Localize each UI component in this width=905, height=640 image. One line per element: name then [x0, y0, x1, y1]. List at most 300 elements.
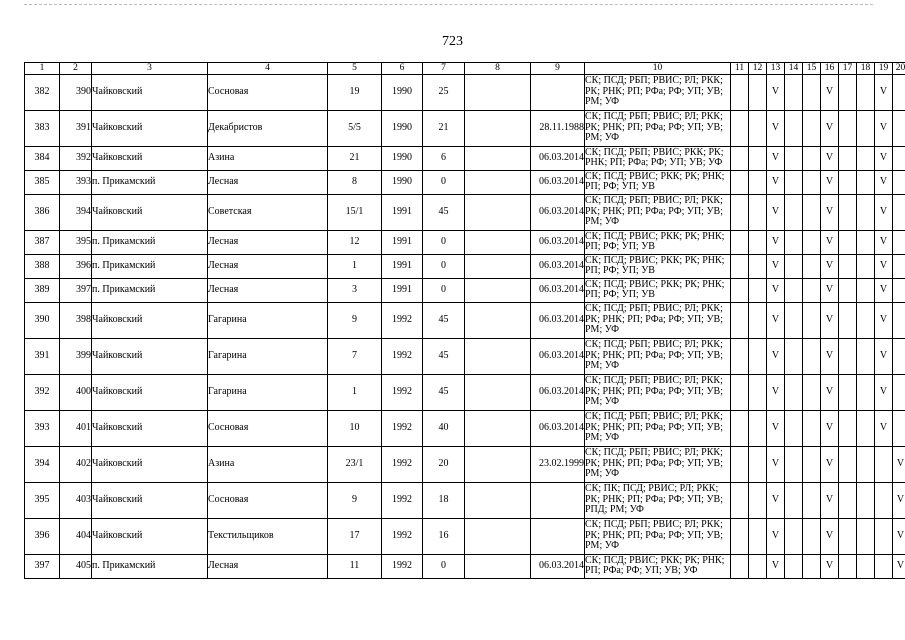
- year-cell: 1990: [382, 170, 423, 194]
- column-header-4: 4: [208, 63, 328, 75]
- flag-cell-12: [749, 170, 767, 194]
- street-cell: Лесная: [208, 278, 328, 302]
- flag-cell-14: [785, 518, 803, 554]
- flag-cell-17: [839, 194, 857, 230]
- work-codes-cell: СК; ПСД; РБП; РВИС; РЛ; РКК; РК; РНК; РП; РФа; РФ; УП; УВ; РМ; УФ: [585, 302, 731, 338]
- value-7-cell: 45: [423, 194, 465, 230]
- year-cell: 1991: [382, 254, 423, 278]
- flag-cell-12: [749, 518, 767, 554]
- value-7-cell: 40: [423, 410, 465, 446]
- house-number-cell: 19: [328, 74, 382, 110]
- column-header-12: 12: [749, 63, 767, 75]
- column-header-8: 8: [465, 63, 531, 75]
- object-number-cell: 391: [60, 110, 92, 146]
- flag-cell-16: V: [821, 230, 839, 254]
- flag-cell-13: V: [767, 410, 785, 446]
- flag-cell-20: [893, 338, 905, 374]
- flag-cell-15: [803, 194, 821, 230]
- row-number-cell: 394: [25, 446, 60, 482]
- flag-cell-18: [857, 170, 875, 194]
- flag-cell-13: V: [767, 110, 785, 146]
- year-cell: 1992: [382, 410, 423, 446]
- settlement-cell: Чайковский: [92, 194, 208, 230]
- column-header-2: 2: [60, 63, 92, 75]
- object-number-cell: 393: [60, 170, 92, 194]
- flag-cell-14: [785, 374, 803, 410]
- flag-cell-15: [803, 302, 821, 338]
- flag-cell-20: V: [893, 446, 905, 482]
- flag-cell-19: V: [875, 74, 893, 110]
- column-header-5: 5: [328, 63, 382, 75]
- flag-cell-15: [803, 410, 821, 446]
- flag-cell-19: V: [875, 410, 893, 446]
- date-cell: 23.02.1999: [531, 446, 585, 482]
- flag-cell-19: [875, 446, 893, 482]
- flag-cell-11: [731, 482, 749, 518]
- value-8-cell: [465, 518, 531, 554]
- date-cell: [531, 482, 585, 518]
- row-number-cell: 384: [25, 146, 60, 170]
- object-number-cell: 395: [60, 230, 92, 254]
- flag-cell-19: V: [875, 278, 893, 302]
- house-number-cell: 7: [328, 338, 382, 374]
- table-row: [25, 446, 905, 482]
- flag-cell-12: [749, 338, 767, 374]
- table-row: [25, 194, 905, 230]
- street-cell: Лесная: [208, 554, 328, 578]
- flag-cell-11: [731, 194, 749, 230]
- value-7-cell: 0: [423, 254, 465, 278]
- flag-cell-19: V: [875, 374, 893, 410]
- street-cell: Азина: [208, 446, 328, 482]
- flag-cell-16: V: [821, 170, 839, 194]
- flag-cell-12: [749, 194, 767, 230]
- value-8-cell: [465, 482, 531, 518]
- object-number-cell: 403: [60, 482, 92, 518]
- column-header-10: 10: [585, 63, 731, 75]
- value-7-cell: 0: [423, 170, 465, 194]
- flag-cell-11: [731, 254, 749, 278]
- table-row: [25, 110, 905, 146]
- flag-cell-12: [749, 482, 767, 518]
- work-codes-cell: СК; ПСД; РБП; РВИС; РЛ; РКК; РК; РНК; РП; РФа; РФ; УП; УВ; РМ; УФ: [585, 74, 731, 110]
- flag-cell-12: [749, 146, 767, 170]
- settlement-cell: п. Прикамский: [92, 554, 208, 578]
- table-row: [25, 554, 905, 578]
- table-row: [25, 410, 905, 446]
- flag-cell-18: [857, 74, 875, 110]
- flag-cell-13: V: [767, 518, 785, 554]
- flag-cell-19: V: [875, 170, 893, 194]
- value-7-cell: 45: [423, 338, 465, 374]
- street-cell: Сосновая: [208, 410, 328, 446]
- flag-cell-18: [857, 302, 875, 338]
- value-7-cell: 45: [423, 302, 465, 338]
- date-cell: 06.03.2014: [531, 230, 585, 254]
- flag-cell-20: [893, 302, 905, 338]
- flag-cell-17: [839, 338, 857, 374]
- flag-cell-12: [749, 278, 767, 302]
- flag-cell-12: [749, 554, 767, 578]
- date-cell: 28.11.1988: [531, 110, 585, 146]
- flag-cell-14: [785, 146, 803, 170]
- house-number-cell: 11: [328, 554, 382, 578]
- date-cell: 06.03.2014: [531, 410, 585, 446]
- flag-cell-15: [803, 74, 821, 110]
- settlement-cell: Чайковский: [92, 146, 208, 170]
- flag-cell-16: V: [821, 74, 839, 110]
- house-number-cell: 15/1: [328, 194, 382, 230]
- year-cell: 1992: [382, 338, 423, 374]
- value-8-cell: [465, 170, 531, 194]
- flag-cell-16: V: [821, 554, 839, 578]
- flag-cell-16: V: [821, 254, 839, 278]
- house-number-cell: 12: [328, 230, 382, 254]
- flag-cell-14: [785, 74, 803, 110]
- flag-cell-17: [839, 410, 857, 446]
- flag-cell-13: V: [767, 278, 785, 302]
- year-cell: 1992: [382, 302, 423, 338]
- work-codes-cell: СК; ПСД; РБП; РВИС; РЛ; РКК; РК; РНК; РП; РФа; РФ; УП; УВ; РМ; УФ: [585, 446, 731, 482]
- flag-cell-13: V: [767, 254, 785, 278]
- flag-cell-16: V: [821, 338, 839, 374]
- table-row: [25, 146, 905, 170]
- flag-cell-20: [893, 230, 905, 254]
- flag-cell-18: [857, 410, 875, 446]
- settlement-cell: п. Прикамский: [92, 254, 208, 278]
- year-cell: 1992: [382, 518, 423, 554]
- row-number-cell: 387: [25, 230, 60, 254]
- work-codes-cell: СК; ПСД; РБП; РВИС; РКК; РК; РНК; РП; РФа; РФ; УП; УВ; УФ: [585, 146, 731, 170]
- flag-cell-13: V: [767, 302, 785, 338]
- flag-cell-19: V: [875, 254, 893, 278]
- flag-cell-18: [857, 194, 875, 230]
- work-codes-cell: СК; ПСД; РБП; РВИС; РЛ; РКК; РК; РНК; РП; РФа; РФ; УП; УВ; РМ; УФ: [585, 410, 731, 446]
- flag-cell-14: [785, 110, 803, 146]
- street-cell: Советская: [208, 194, 328, 230]
- house-number-cell: 10: [328, 410, 382, 446]
- street-cell: Текстильщиков: [208, 518, 328, 554]
- table-row: [25, 278, 905, 302]
- house-number-cell: 21: [328, 146, 382, 170]
- flag-cell-12: [749, 374, 767, 410]
- flag-cell-20: V: [893, 554, 905, 578]
- flag-cell-16: V: [821, 146, 839, 170]
- column-header-13: 13: [767, 63, 785, 75]
- flag-cell-12: [749, 74, 767, 110]
- street-cell: Лесная: [208, 254, 328, 278]
- row-number-cell: 391: [25, 338, 60, 374]
- date-cell: 06.03.2014: [531, 338, 585, 374]
- flag-cell-16: V: [821, 194, 839, 230]
- flag-cell-11: [731, 518, 749, 554]
- table-row: [25, 254, 905, 278]
- row-number-cell: 392: [25, 374, 60, 410]
- object-number-cell: 392: [60, 146, 92, 170]
- work-codes-cell: СК; ПСД; РБП; РВИС; РЛ; РКК; РК; РНК; РП; РФа; РФ; УП; УВ; РМ; УФ: [585, 374, 731, 410]
- date-cell: 06.03.2014: [531, 554, 585, 578]
- street-cell: Гагарина: [208, 338, 328, 374]
- table-row: [25, 374, 905, 410]
- street-cell: Декабристов: [208, 110, 328, 146]
- value-7-cell: 45: [423, 374, 465, 410]
- row-number-cell: 393: [25, 410, 60, 446]
- column-header-16: 16: [821, 63, 839, 75]
- row-number-cell: 383: [25, 110, 60, 146]
- object-number-cell: 399: [60, 338, 92, 374]
- settlement-cell: Чайковский: [92, 338, 208, 374]
- column-header-6: 6: [382, 63, 423, 75]
- work-codes-cell: СК; ПСД; РБП; РВИС; РЛ; РКК; РК; РНК; РП; РФа; РФ; УП; УВ; РМ; УФ: [585, 518, 731, 554]
- flag-cell-14: [785, 410, 803, 446]
- object-number-cell: 401: [60, 410, 92, 446]
- flag-cell-17: [839, 146, 857, 170]
- flag-cell-11: [731, 554, 749, 578]
- year-cell: 1991: [382, 194, 423, 230]
- year-cell: 1992: [382, 482, 423, 518]
- row-number-cell: 395: [25, 482, 60, 518]
- work-codes-cell: СК; ПСД; РВИС; РКК; РК; РНК; РП; РФа; РФ; УП; УВ; УФ: [585, 554, 731, 578]
- column-header-20: 20: [893, 63, 905, 75]
- flag-cell-18: [857, 110, 875, 146]
- flag-cell-18: [857, 446, 875, 482]
- flag-cell-14: [785, 254, 803, 278]
- flag-cell-11: [731, 338, 749, 374]
- flag-cell-18: [857, 278, 875, 302]
- date-cell: [531, 74, 585, 110]
- flag-cell-17: [839, 278, 857, 302]
- house-number-cell: 3: [328, 278, 382, 302]
- value-8-cell: [465, 302, 531, 338]
- flag-cell-15: [803, 338, 821, 374]
- flag-cell-16: V: [821, 482, 839, 518]
- flag-cell-11: [731, 374, 749, 410]
- table-row: [25, 518, 905, 554]
- flag-cell-14: [785, 170, 803, 194]
- flag-cell-19: V: [875, 230, 893, 254]
- settlement-cell: п. Прикамский: [92, 170, 208, 194]
- settlement-cell: п. Прикамский: [92, 230, 208, 254]
- flag-cell-19: V: [875, 302, 893, 338]
- object-number-cell: 394: [60, 194, 92, 230]
- value-8-cell: [465, 110, 531, 146]
- flag-cell-14: [785, 194, 803, 230]
- settlement-cell: Чайковский: [92, 110, 208, 146]
- flag-cell-13: V: [767, 482, 785, 518]
- flag-cell-15: [803, 446, 821, 482]
- value-7-cell: 16: [423, 518, 465, 554]
- flag-cell-14: [785, 230, 803, 254]
- date-cell: [531, 518, 585, 554]
- object-number-cell: 390: [60, 74, 92, 110]
- column-header-19: 19: [875, 63, 893, 75]
- object-number-cell: 398: [60, 302, 92, 338]
- flag-cell-13: V: [767, 194, 785, 230]
- settlement-cell: Чайковский: [92, 446, 208, 482]
- page-number: 723: [442, 34, 463, 49]
- settlement-cell: Чайковский: [92, 302, 208, 338]
- work-codes-cell: СК; ПСД; РВИС; РКК; РК; РНК; РП; РФ; УП; УВ: [585, 278, 731, 302]
- flag-cell-20: [893, 374, 905, 410]
- flag-cell-18: [857, 518, 875, 554]
- value-8-cell: [465, 74, 531, 110]
- value-8-cell: [465, 554, 531, 578]
- flag-cell-19: V: [875, 110, 893, 146]
- work-codes-cell: СК; ПСД; РБП; РВИС; РЛ; РКК; РК; РНК; РП; РФа; РФ; УП; УВ; РМ; УФ: [585, 194, 731, 230]
- flag-cell-13: V: [767, 554, 785, 578]
- year-cell: 1992: [382, 446, 423, 482]
- row-number-cell: 382: [25, 74, 60, 110]
- flag-cell-13: V: [767, 170, 785, 194]
- year-cell: 1990: [382, 146, 423, 170]
- flag-cell-20: [893, 146, 905, 170]
- flag-cell-19: V: [875, 146, 893, 170]
- row-number-cell: 389: [25, 278, 60, 302]
- flag-cell-19: V: [875, 338, 893, 374]
- table-row: [25, 74, 905, 110]
- flag-cell-11: [731, 446, 749, 482]
- flag-cell-15: [803, 554, 821, 578]
- date-cell: 06.03.2014: [531, 254, 585, 278]
- flag-cell-11: [731, 278, 749, 302]
- flag-cell-15: [803, 110, 821, 146]
- row-number-cell: 385: [25, 170, 60, 194]
- value-8-cell: [465, 146, 531, 170]
- flag-cell-11: [731, 230, 749, 254]
- work-codes-cell: СК; ПСД; РБП; РВИС; РЛ; РКК; РК; РНК; РП; РФа; РФ; УП; УВ; РМ; УФ: [585, 338, 731, 374]
- value-8-cell: [465, 374, 531, 410]
- flag-cell-14: [785, 302, 803, 338]
- object-number-cell: 396: [60, 254, 92, 278]
- house-number-cell: 1: [328, 254, 382, 278]
- flag-cell-11: [731, 302, 749, 338]
- column-header-11: 11: [731, 63, 749, 75]
- value-7-cell: 18: [423, 482, 465, 518]
- flag-cell-12: [749, 446, 767, 482]
- table-row: [25, 338, 905, 374]
- flag-cell-17: [839, 482, 857, 518]
- street-cell: Гагарина: [208, 302, 328, 338]
- flag-cell-16: V: [821, 302, 839, 338]
- flag-cell-19: V: [875, 194, 893, 230]
- street-cell: Гагарина: [208, 374, 328, 410]
- flag-cell-17: [839, 446, 857, 482]
- date-cell: 06.03.2014: [531, 146, 585, 170]
- table-row: [25, 302, 905, 338]
- value-8-cell: [465, 194, 531, 230]
- work-codes-cell: СК; ПСД; РВИС; РКК; РК; РНК; РП; РФ; УП; УВ: [585, 230, 731, 254]
- flag-cell-17: [839, 374, 857, 410]
- flag-cell-18: [857, 374, 875, 410]
- row-number-cell: 388: [25, 254, 60, 278]
- flag-cell-20: V: [893, 482, 905, 518]
- flag-cell-13: V: [767, 146, 785, 170]
- house-number-cell: 23/1: [328, 446, 382, 482]
- flag-cell-16: V: [821, 278, 839, 302]
- house-number-cell: 1: [328, 374, 382, 410]
- flag-cell-20: [893, 74, 905, 110]
- value-7-cell: 0: [423, 554, 465, 578]
- flag-cell-19: [875, 518, 893, 554]
- row-number-cell: 397: [25, 554, 60, 578]
- flag-cell-14: [785, 554, 803, 578]
- column-header-1: 1: [25, 63, 60, 75]
- value-8-cell: [465, 410, 531, 446]
- column-header-15: 15: [803, 63, 821, 75]
- flag-cell-12: [749, 410, 767, 446]
- house-number-cell: 9: [328, 482, 382, 518]
- flag-cell-11: [731, 410, 749, 446]
- flag-cell-17: [839, 110, 857, 146]
- flag-cell-17: [839, 74, 857, 110]
- column-header-18: 18: [857, 63, 875, 75]
- flag-cell-20: [893, 278, 905, 302]
- column-header-17: 17: [839, 63, 857, 75]
- flag-cell-14: [785, 278, 803, 302]
- flag-cell-18: [857, 254, 875, 278]
- work-codes-cell: СК; ПК; ПСД; РВИС; РЛ; РКК; РК; РНК; РП; РФа; РФ; УП; УВ; РПД; РМ; УФ: [585, 482, 731, 518]
- register-table: [24, 62, 905, 579]
- flag-cell-18: [857, 230, 875, 254]
- value-7-cell: 6: [423, 146, 465, 170]
- flag-cell-14: [785, 482, 803, 518]
- object-number-cell: 402: [60, 446, 92, 482]
- settlement-cell: Чайковский: [92, 518, 208, 554]
- house-number-cell: 17: [328, 518, 382, 554]
- flag-cell-17: [839, 554, 857, 578]
- year-cell: 1991: [382, 278, 423, 302]
- flag-cell-18: [857, 146, 875, 170]
- settlement-cell: Чайковский: [92, 74, 208, 110]
- object-number-cell: 397: [60, 278, 92, 302]
- value-7-cell: 0: [423, 230, 465, 254]
- value-8-cell: [465, 338, 531, 374]
- flag-cell-20: [893, 170, 905, 194]
- row-number-cell: 396: [25, 518, 60, 554]
- date-cell: 06.03.2014: [531, 170, 585, 194]
- street-cell: Азина: [208, 146, 328, 170]
- flag-cell-18: [857, 554, 875, 578]
- top-rule: [24, 4, 873, 5]
- value-7-cell: 20: [423, 446, 465, 482]
- flag-cell-18: [857, 482, 875, 518]
- flag-cell-20: V: [893, 518, 905, 554]
- settlement-cell: Чайковский: [92, 374, 208, 410]
- year-cell: 1992: [382, 374, 423, 410]
- header-row: [25, 63, 905, 75]
- value-8-cell: [465, 278, 531, 302]
- flag-cell-11: [731, 110, 749, 146]
- flag-cell-15: [803, 254, 821, 278]
- flag-cell-17: [839, 170, 857, 194]
- flag-cell-12: [749, 302, 767, 338]
- table-row: [25, 482, 905, 518]
- flag-cell-16: V: [821, 410, 839, 446]
- flag-cell-14: [785, 446, 803, 482]
- house-number-cell: 8: [328, 170, 382, 194]
- flag-cell-11: [731, 170, 749, 194]
- flag-cell-20: [893, 254, 905, 278]
- flag-cell-12: [749, 254, 767, 278]
- year-cell: 1990: [382, 110, 423, 146]
- flag-cell-13: V: [767, 374, 785, 410]
- work-codes-cell: СК; ПСД; РВИС; РКК; РК; РНК; РП; РФ; УП; УВ: [585, 170, 731, 194]
- flag-cell-13: V: [767, 74, 785, 110]
- column-header-14: 14: [785, 63, 803, 75]
- date-cell: 06.03.2014: [531, 374, 585, 410]
- settlement-cell: Чайковский: [92, 482, 208, 518]
- house-number-cell: 9: [328, 302, 382, 338]
